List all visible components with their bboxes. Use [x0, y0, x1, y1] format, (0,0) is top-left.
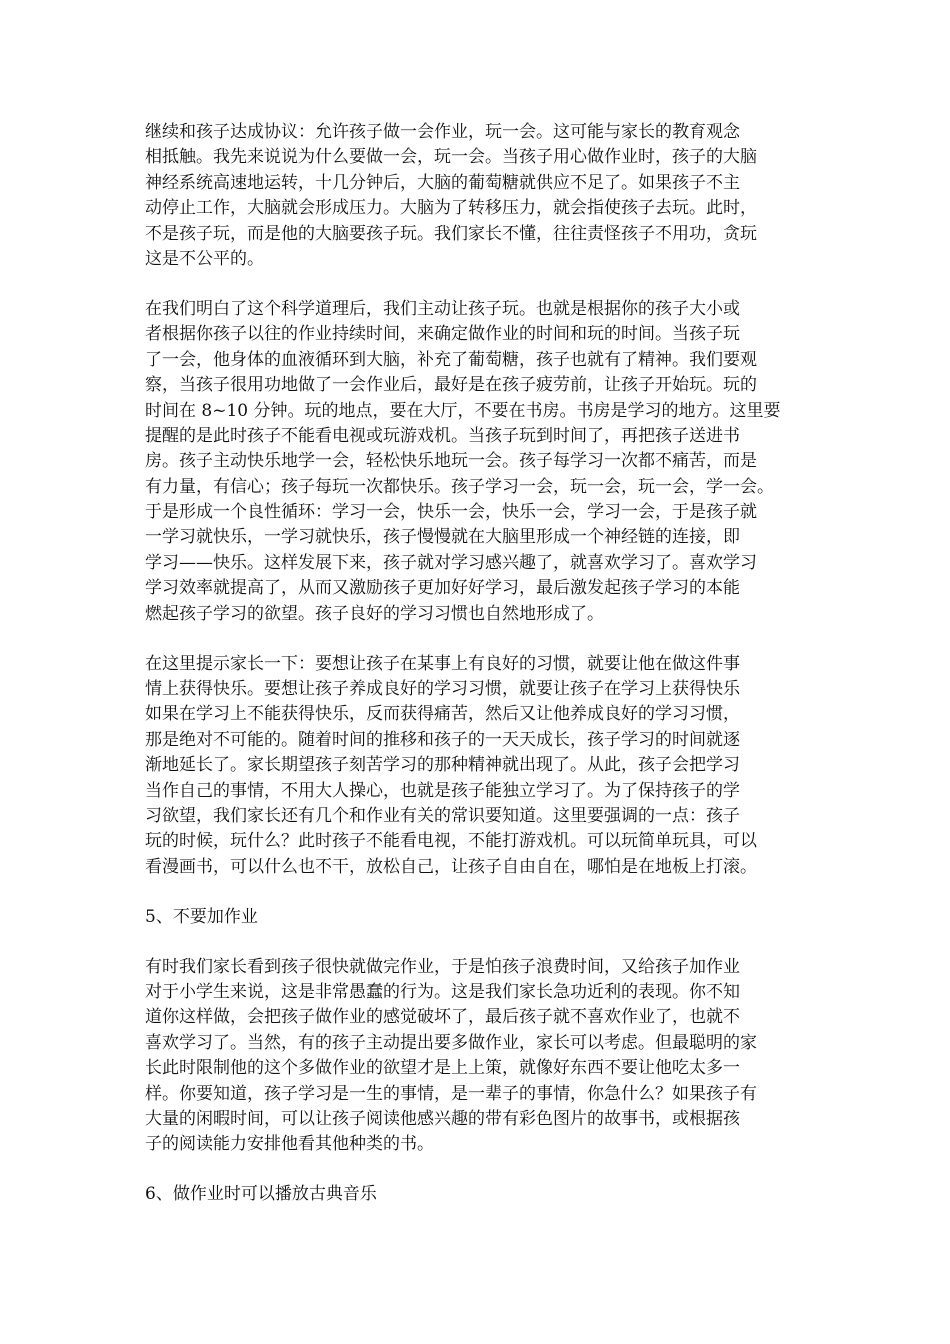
text-line: 时间在 8~10 分钟。玩的地点，要在大厅，不要在书房。书房是学习的地方。这里要 [145, 400, 781, 421]
paragraph-1 [145, 120, 817, 272]
text-line: 一学习就快乐，一学习就快乐，孩子慢慢就在大脑里形成一个神经链的连接，即 [145, 527, 740, 548]
paragraph-2 [145, 297, 817, 627]
text-line: 情上获得快乐。要想让孩子养成良好的学习习惯，就要让孩子在学习上获得快乐 [145, 679, 740, 699]
text-line: 这是不公平的。 [145, 248, 264, 269]
section-heading-6: 6、做作业时可以播放古典音乐 [145, 1184, 377, 1205]
text-line: 房。孩子主动快乐地学一会，轻松快乐地玩一会。孩子每学习一次都不痛苦，而是 [145, 451, 757, 472]
text-line: 习欲望，我们家长还有几个和作业有关的常识要知道。这里要强调的一点：孩子 [145, 805, 740, 826]
text-line: 渐地延长了。家长期望孩子刻苦学习的那种精神就出现了。从此，孩子会把学习 [145, 755, 740, 776]
text-line: 对于小学生来说，这是非常愚蠢的行为。这是我们家长急功近利的表现。你不知 [145, 982, 740, 1003]
text-line: 神经系统高速地运转，十几分钟后，大脑的葡萄糖就供应不足了。如果孩子不主 [145, 172, 740, 193]
paragraph-spacer [145, 1158, 817, 1183]
text-line: 喜欢学习了。当然，有的孩子主动提出要多做作业，家长可以考虑。但最聪明的家 [145, 1032, 757, 1053]
text-line: 于是形成一个良性循环：学习一会，快乐一会，快乐一会，学习一会，于是孩子就 [145, 502, 757, 523]
text-line: 在我们明白了这个科学道理后，我们主动让孩子玩。也就是根据你的孩子大小或 [145, 298, 740, 319]
paragraph-3 [145, 652, 817, 881]
text-line: 有力量，有信心；孩子每玩一次都快乐。孩子学习一会，玩一会，玩一会，学一会。 [145, 476, 774, 497]
text-line: 学习效率就提高了，从而又激励孩子更加好好学习，最后激发起孩子学习的本能 [145, 578, 740, 599]
document-page [145, 120, 817, 1208]
text-line: 大量的闲暇时间，可以让孩子阅读他感兴趣的带有彩色图片的故事书，或根据孩 [145, 1109, 740, 1130]
paragraph-spacer [145, 627, 817, 652]
text-line: 当作自己的事情，不用大人操心，也就是孩子能独立学习了。为了保持孩子的学 [145, 780, 740, 801]
text-line: 看漫画书，可以什么也不干，放松自己，让孩子自由自在，哪怕是在地板上打滚。 [145, 856, 757, 877]
paragraph-spacer [145, 272, 817, 297]
text-line: 样。你要知道，孩子学习是一生的事情，是一辈子的事情，你急什么？如果孩子有 [145, 1083, 757, 1104]
section-heading-5: 5、不要加作业 [145, 906, 258, 927]
text-line: 如果在学习上不能获得快乐，反而获得痛苦，然后又让他养成良好的学习习惯， [145, 704, 740, 725]
paragraph-spacer [145, 880, 817, 905]
text-line: 玩的时候，玩什么？此时孩子不能看电视，不能打游戏机。可以玩简单玩具，可以 [145, 831, 757, 852]
text-line: 长此时限制他的这个多做作业的欲望才是上上策，就像好东西不要让他吃太多一 [145, 1058, 740, 1079]
text-line: 察，当孩子很用功地做了一会作业后，最好是在孩子疲劳前，让孩子开始玩。玩的 [145, 375, 757, 396]
paragraph-4 [145, 955, 817, 1158]
text-line: 动停止工作，大脑就会形成压力。大脑为了转移压力，就会指使孩子去玩。此时， [145, 198, 757, 219]
text-line: 燃起孩子学习的欲望。孩子良好的学习习惯也自然地形成了。 [145, 603, 604, 624]
text-line: 子的阅读能力安排他看其他种类的书。 [145, 1134, 434, 1155]
text-line: 继续和孩子达成协议：允许孩子做一会作业，玩一会。这可能与家长的教育观念 [145, 122, 740, 142]
text-line: 不是孩子玩，而是他的大脑要孩子玩。我们家长不懂，往往责怪孩子不用功，贪玩 [145, 223, 757, 244]
text-line: 在这里提示家长一下：要想让孩子在某事上有良好的习惯，就要让他在做这件事 [145, 653, 740, 674]
text-line: 有时我们家长看到孩子很快就做完作业，于是怕孩子浪费时间，又给孩子加作业 [145, 956, 740, 977]
paragraph-spacer [145, 930, 817, 955]
text-line: 道你这样做，会把孩子做作业的感觉破坏了，最后孩子就不喜欢作业了，也就不 [145, 1007, 740, 1028]
text-line: 者根据你孩子以往的作业持续时间，来确定做作业的时间和玩的时间。当孩子玩 [145, 324, 740, 345]
text-line: 提醒的是此时孩子不能看电视或玩游戏机。当孩子玩到时间了，再把孩子送进书 [145, 425, 740, 446]
text-line: 了一会，他身体的血液循环到大脑，补充了葡萄糖，孩子也就有了精神。我们要观 [145, 349, 757, 370]
text-line: 学习——快乐。这样发展下来，孩子就对学习感兴趣了，就喜欢学习了。喜欢学习 [145, 552, 757, 573]
text-line: 相抵触。我先来说说为什么要做一会，玩一会。当孩子用心做作业时，孩子的大脑 [145, 147, 757, 168]
text-line: 那是绝对不可能的。随着时间的推移和孩子的一天天成长，孩子学习的时间就逐 [145, 729, 740, 750]
